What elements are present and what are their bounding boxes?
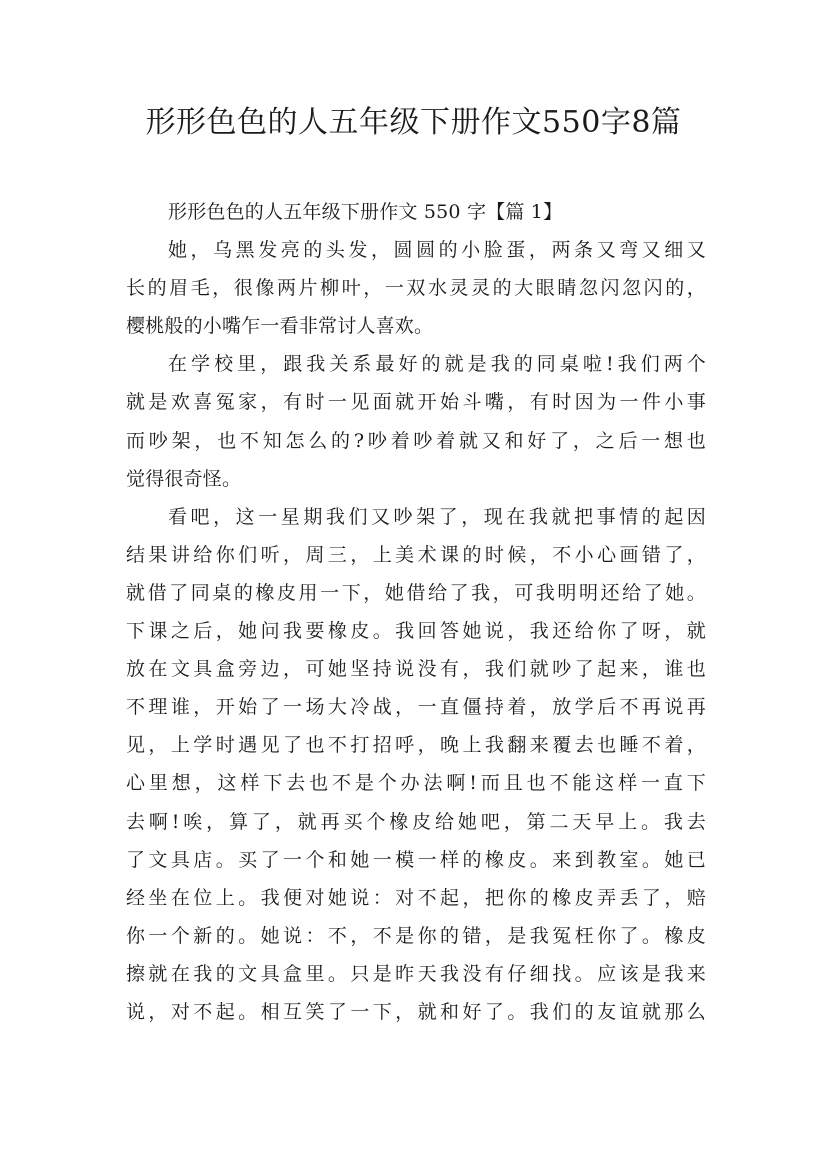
paragraph-line: 她，乌黑发亮的头发，圆圆的小脸蛋，两条又弯又细又 (168, 239, 706, 262)
paragraph-line: 樱桃般的小嘴乍一看非常讨人喜欢。 (126, 315, 434, 338)
paragraph-line: 觉得很奇怪。 (126, 467, 242, 490)
paragraph-line: 去啊!唉，算了，就再买个橡皮给她吧，第二天早上。我去 (126, 810, 706, 833)
paragraph-line: 心里想，这样下去也不是个办法啊!而且也不能这样一直下 (126, 772, 706, 795)
section-heading: 形形色色的人五年级下册作文 550 字【篇 1】 (168, 201, 563, 223)
paragraph-line: 了文具店。买了一个和她一模一样的橡皮。来到教室。她已 (126, 848, 706, 871)
paragraph-line: 你一个新的。她说：不，不是你的错，是我冤枉你了。橡皮 (126, 924, 706, 947)
paragraph-line: 放在文具盒旁边，可她坚持说没有，我们就吵了起来，谁也 (126, 658, 706, 681)
paragraph-line: 就借了同桌的橡皮用一下，她借给了我，可我明明还给了她。 (126, 581, 706, 604)
paragraph-line: 说，对不起。相互笑了一下，就和好了。我们的友谊就那么 (126, 1000, 706, 1023)
document-body (126, 193, 706, 1031)
paragraph-line: 结果讲给你们听，周三，上美术课的时候，不小心画错了， (126, 543, 706, 566)
document-title: 形形色色的人五年级下册作文550字8篇 (145, 105, 682, 140)
paragraph-line: 在学校里，跟我关系最好的就是我的同桌啦!我们两个 (168, 353, 706, 376)
paragraph-line: 不理谁，开始了一场大冷战，一直僵持着，放学后不再说再 (126, 696, 706, 719)
paragraph-line: 擦就在我的文具盒里。只是昨天我没有仔细找。应该是我来 (126, 962, 706, 985)
paragraph-line: 见，上学时遇见了也不打招呼，晚上我翻来覆去也睡不着， (126, 734, 706, 757)
paragraph-line: 而吵架，也不知怎么的?吵着吵着就又和好了，之后一想也 (126, 429, 706, 452)
paragraph-line: 经坐在位上。我便对她说：对不起，把你的橡皮弄丢了，赔 (126, 886, 706, 909)
paragraph-line: 就是欢喜冤家，有时一见面就开始斗嘴，有时因为一件小事 (126, 391, 706, 414)
paragraph-line: 看吧，这一星期我们又吵架了，现在我就把事情的起因 (168, 505, 706, 528)
paragraph-line: 下课之后，她问我要橡皮。我回答她说，我还给你了呀，就 (126, 620, 706, 643)
paragraph-line: 长的眉毛，很像两片柳叶，一双水灵灵的大眼睛忽闪忽闪的， (126, 277, 706, 300)
